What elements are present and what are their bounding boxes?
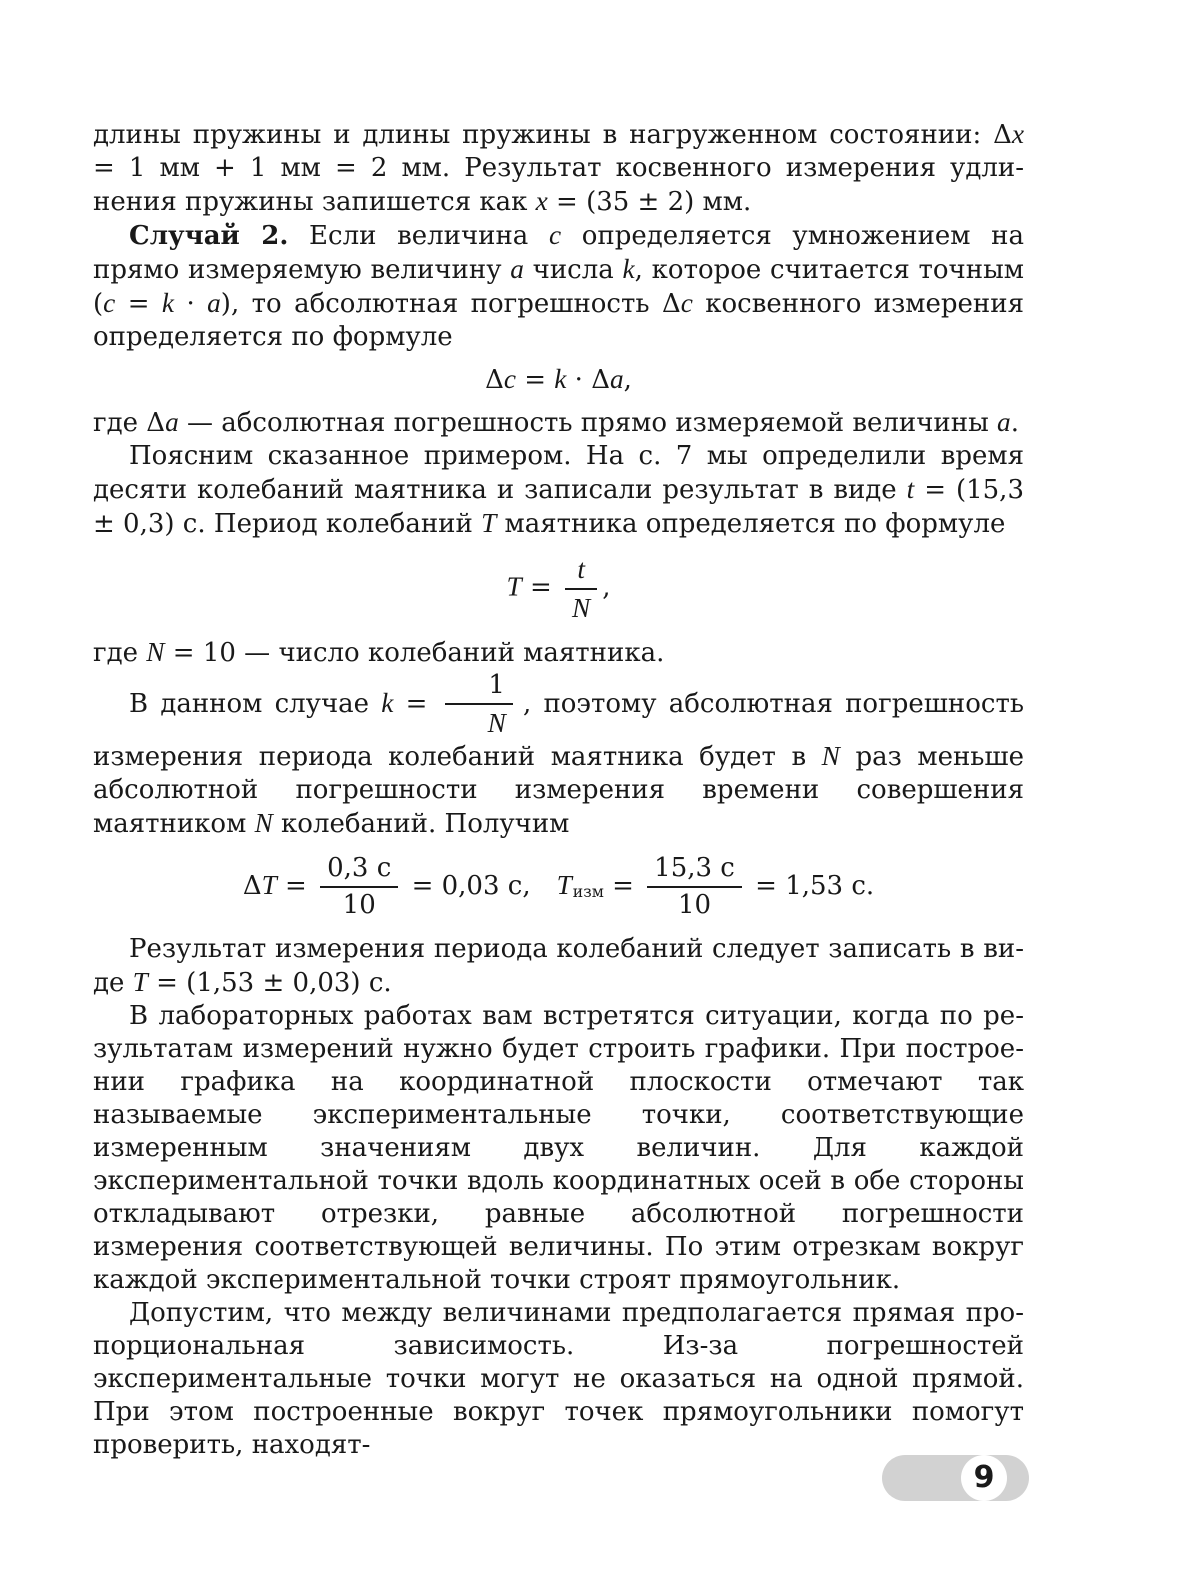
para-pendulum-example: Поясним сказанное примером. На с. 7 мы определили время десяти колебаний маятника и записали результат в виде t = (15,3 ± 0,3) с. Период колебаний T маятника определяется по формуле <box>93 441 1024 539</box>
para-spring-elongation: длины пружины и длины пружины в нагруженном состоянии: Δx = 1 мм + 1 мм = 2 мм. Результат косвенного измерения удлинения пружины запишется как x = (35 ± 2) мм. <box>93 119 1024 217</box>
formula-period: T = $\frac{t}{N}$ , <box>506 554 611 623</box>
page-number: 9 <box>973 1460 995 1495</box>
page-number-badge <box>882 1455 1029 1501</box>
formula-delta-c: Δc = k · Δa, <box>485 364 632 395</box>
para-k-equals-1-over-n: В данном случае k = $\frac{1}{N}$ , поэтому абсолютная погрешность измерения периода колебаний маятника будет в N раз меньше абсолютной погрешности измерения времени совершения маятником N колебаний. Получим <box>93 670 1024 839</box>
para-where-n: где N = 10 — число колебаний маятника. <box>93 637 665 669</box>
page-number-circle <box>961 1455 1007 1501</box>
para-lab-graphs: В лабораторных работах вам встретятся ситуации, когда по результатам измерений нужно будет строить графики. При построении графика на координатной плоскости отмечают так называемые экспериментальные точки, соответствующие измеренным значениям двух величин. Для каждой экспериментальной точки вдоль координатных осей в обе стороны откладывают отрезки, равные абсолютной погрешности измерения соответствующей величины. По этим отрезкам вокруг каждой экспериментальной точки строят прямоугольник. <box>93 1001 1024 1296</box>
para-where-delta-a: где Δa — абсолютная погрешность прямо измеряемой величины a. <box>93 407 1019 438</box>
page-text-column <box>93 118 1024 1462</box>
para-case-2: Случай 2. Если величина c определяется умножением на прямо измеряемую величину a числа k, которое считается точным (c = k · a), то абсолютная погрешность Δc косвенного измерения определяется по формуле <box>93 220 1024 352</box>
para-proportional-dependency: Допустим, что между величинами предполагается прямая пропорциональная зависимость. Из-за погрешностей экспериментальные точки могут не оказаться на одной прямой. При этом построенные вокруг точек прямоугольники помогут проверить, находят- <box>93 1298 1024 1461</box>
formula-delta-t-calculation: ΔT = $\frac{0,3 с}{10}$ = 0,03 с, $T_{изм}$ = $\frac{15,3 с}{10}$ = 1,53 с. <box>242 852 875 920</box>
para-period-result: Результат измерения периода колебаний следует записать в виде T = (1,53 ± 0,03) с. <box>93 934 1024 999</box>
